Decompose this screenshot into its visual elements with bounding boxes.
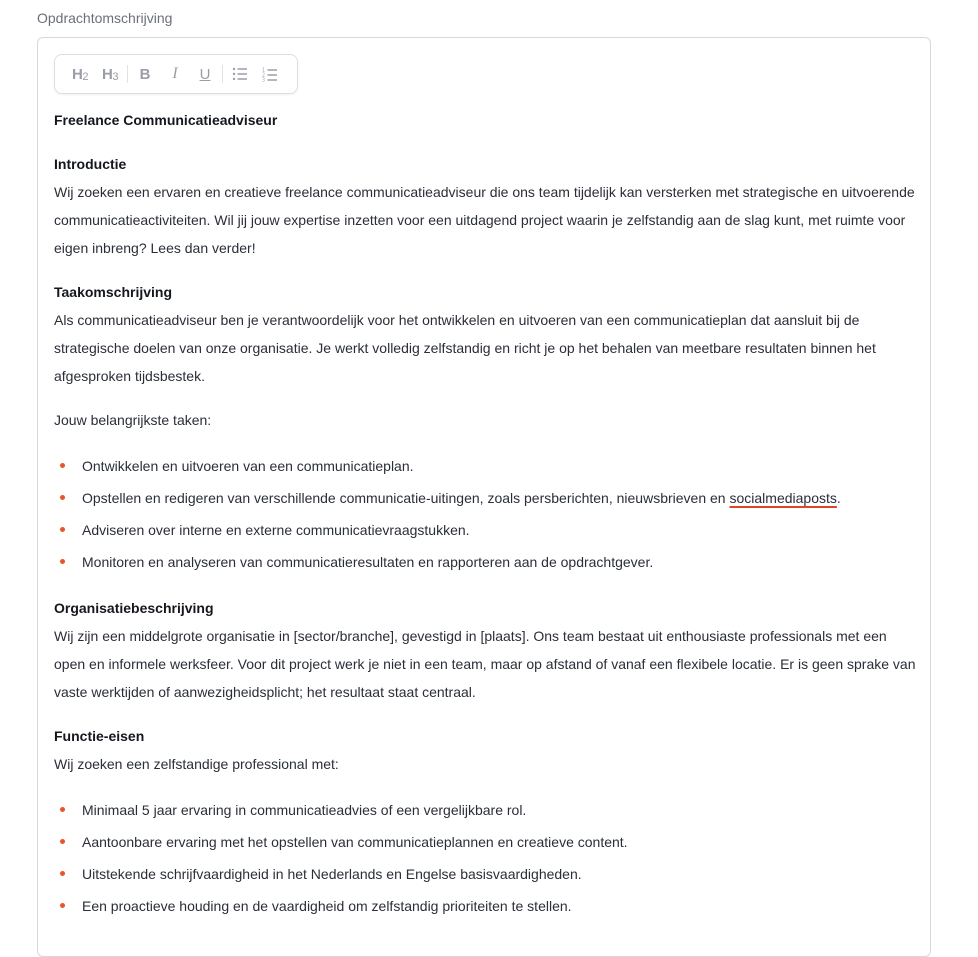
tasks-intro: Jouw belangrijkste taken: [54,412,212,428]
editor-content[interactable] [54,106,918,922]
svg-text:3: 3 [262,78,266,82]
task-paragraph: Als communicatieadviseur ben je verantwoordelijk voor het ontwikkelen en uitvoeren van een communicatieplan dat aansluit bij de strategische doelen van onze organisatie. Je werkt volledig zelfstandig en richt je op het behalen van meetbare resultaten binnen het afgesproken tijdsbestek. [54,312,876,384]
list-item: Adviseren over interne en externe communicatievraagstukken. [54,514,918,546]
rich-text-editor[interactable] [37,37,931,957]
document-title: Freelance Communicatieadviseur [54,112,278,128]
req-intro: Wij zoeken een zelfstandige professional met: [54,756,339,772]
toolbar-divider [127,65,128,83]
requirements-list [54,794,918,922]
bullet-list-icon [232,67,248,81]
svg-text:2: 2 [262,73,266,78]
heading-3-icon: $H_3$ [102,65,118,83]
heading-3-button[interactable] [95,59,125,89]
list-item: Ontwikkelen en uitvoeren van een communicatieplan. [54,450,918,482]
spellcheck-word[interactable]: socialmediaposts [729,490,837,506]
heading-introductie: Introductie [54,156,127,172]
italic-icon: I [172,65,178,82]
numbered-list-icon [262,67,278,82]
list-item: Een proactieve houding en de vaardigheid om zelfstandig prioriteiten te stellen. [54,890,918,922]
field-label: Opdrachtomschrijving [37,10,173,26]
italic-button[interactable] [160,59,190,89]
bold-icon: B [139,65,151,83]
bullet-list-button[interactable] [225,59,255,89]
editor-toolbar [54,54,298,94]
heading-organisatiebeschrijving: Organisatiebeschrijving [54,600,214,616]
org-paragraph: Wij zijn een middelgrote organisatie in [sector/branche], gevestigd in [plaats]. Ons team bestaat uit enthousiaste professionals met een open en informele werksfeer. Voor dit project werk je niet in een team, maar op afstand of vanaf een flexibele locatie. Er is geen sprake van vaste werktijden of aanwezigheidsplicht; het resultaat staat centraal. [54,628,916,700]
intro-paragraph: Wij zoeken een ervaren en creatieve freelance communicatieadviseur die ons team tijdelijk kan versterken met strategische en uitvoerende communicatieactiviteiten. Wil jij jouw expertise inzetten voor een uitdagend project waarin je zelfstandig aan de slag kunt, met ruimte voor eigen inbreng? Lees dan verder! [54,184,915,256]
underline-button[interactable] [190,59,220,89]
toolbar-divider [222,65,223,83]
heading-taakomschrijving: Taakomschrijving [54,284,173,300]
list-item: Monitoren en analyseren van communicatieresultaten en rapporteren aan de opdrachtgever. [54,546,918,578]
bold-button[interactable] [130,59,160,89]
heading-functie-eisen: Functie-eisen [54,728,145,744]
list-item: Uitstekende schrijfvaardigheid in het Nederlands en Engelse basisvaardigheden. [54,858,918,890]
tasks-list [54,450,918,578]
numbered-list-button[interactable] [255,59,285,89]
heading-2-icon: $H_2$ [72,65,88,83]
underline-icon: U [199,65,211,83]
list-item: Opstellen en redigeren van verschillende communicatie-uitingen, zoals persberichten, nieuwsbrieven en socialmediaposts. [54,482,918,514]
heading-2-button[interactable] [65,59,95,89]
list-item: Aantoonbare ervaring met het opstellen van communicatieplannen en creatieve content. [54,826,918,858]
list-item: Minimaal 5 jaar ervaring in communicatieadvies of een vergelijkbare rol. [54,794,918,826]
svg-text:1: 1 [262,68,266,73]
